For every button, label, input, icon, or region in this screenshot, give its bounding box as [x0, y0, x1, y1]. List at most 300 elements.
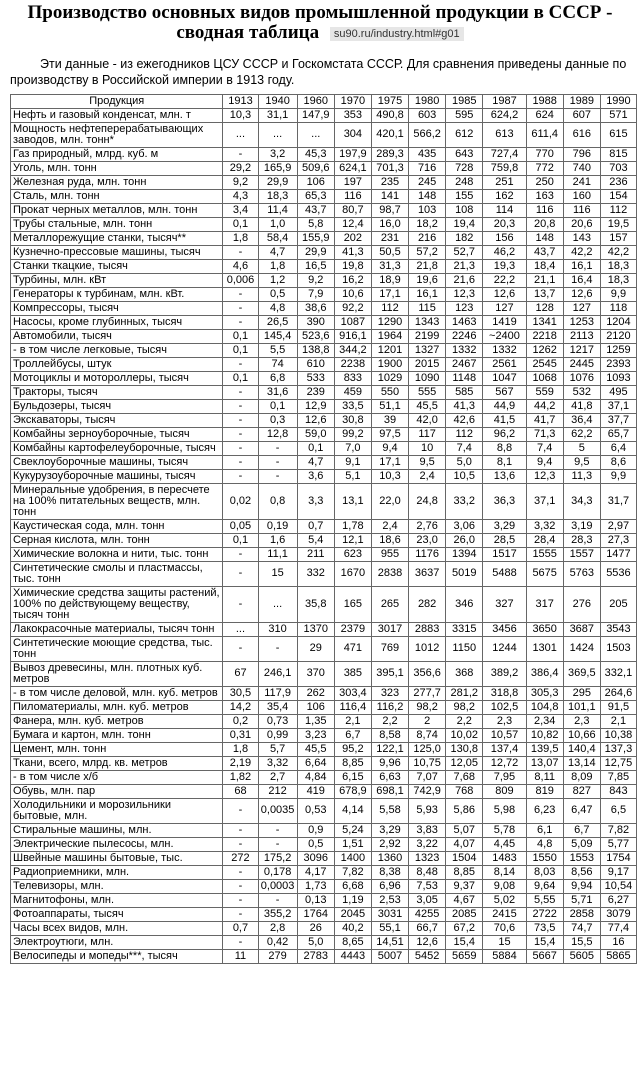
value-cell: 2545	[526, 357, 563, 371]
table-row	[11, 189, 637, 203]
value-cell: 370	[297, 661, 334, 686]
value-cell: 13,07	[526, 756, 563, 770]
value-cell: 9,1	[334, 455, 371, 469]
column-header-year: 1988	[526, 94, 563, 108]
value-cell: 118	[600, 301, 636, 315]
value-cell: 759,8	[483, 161, 526, 175]
value-cell: 1517	[483, 547, 526, 561]
value-cell: 12,6	[563, 287, 600, 301]
value-cell: 2858	[563, 907, 600, 921]
value-cell: 155	[446, 189, 483, 203]
value-cell: 9,4	[371, 441, 408, 455]
value-cell: 2015	[409, 357, 446, 371]
value-cell: 9,9	[600, 469, 636, 483]
value-cell: 1670	[334, 561, 371, 586]
value-cell: -	[258, 823, 297, 837]
value-cell: 41,8	[563, 399, 600, 413]
value-cell: -	[223, 547, 258, 561]
value-cell: 127	[483, 301, 526, 315]
value-cell: 102,5	[483, 700, 526, 714]
value-cell: 73,5	[526, 921, 563, 935]
value-cell: 106	[297, 700, 334, 714]
value-cell: 344,2	[334, 343, 371, 357]
product-name-cell: Трубы стальные, млн. тонн	[11, 217, 223, 231]
value-cell: 3,2	[258, 147, 297, 161]
value-cell: 26	[297, 921, 334, 935]
value-cell: 1093	[600, 371, 636, 385]
value-cell: 0,1	[297, 441, 334, 455]
value-cell: 1483	[483, 851, 526, 865]
product-name-cell: Телевизоры, млн.	[11, 879, 223, 893]
table-row	[11, 357, 637, 371]
value-cell: 175,2	[258, 851, 297, 865]
value-cell: 165	[334, 586, 371, 622]
value-cell: 1,73	[297, 879, 334, 893]
value-cell: 6,1	[526, 823, 563, 837]
value-cell: 768	[446, 784, 483, 798]
value-cell: 137,3	[600, 742, 636, 756]
value-cell: 2,53	[371, 893, 408, 907]
value-cell: 21,8	[409, 259, 446, 273]
table-row	[11, 413, 637, 427]
value-cell: 22,2	[483, 273, 526, 287]
page-title	[4, 3, 636, 44]
value-cell: 276	[563, 586, 600, 622]
value-cell: 6,68	[334, 879, 371, 893]
value-cell: 112	[446, 427, 483, 441]
value-cell: 143	[563, 231, 600, 245]
value-cell: 116	[334, 189, 371, 203]
value-cell: 796	[563, 147, 600, 161]
value-cell: 31,1	[258, 108, 297, 122]
value-cell: 40,2	[334, 921, 371, 935]
value-cell: 7,82	[600, 823, 636, 837]
value-cell: 770	[526, 147, 563, 161]
table-header-row	[11, 94, 637, 108]
value-cell: 2,3	[483, 714, 526, 728]
value-cell: 98,2	[409, 700, 446, 714]
value-cell: 2722	[526, 907, 563, 921]
column-header-product: Продукция	[11, 94, 223, 108]
product-name-cell: Мотоциклы и мотороллеры, тысяч	[11, 371, 223, 385]
value-cell: 5,86	[446, 798, 483, 823]
value-cell: 7,85	[600, 770, 636, 784]
value-cell: -	[223, 586, 258, 622]
value-cell: 1419	[483, 315, 526, 329]
value-cell: 148	[526, 231, 563, 245]
value-cell: -	[223, 636, 258, 661]
product-name-cell: Химические волокна и нити, тыс. тонн	[11, 547, 223, 561]
product-name-cell: Автомобили, тысяч	[11, 329, 223, 343]
value-cell: 6,7	[563, 823, 600, 837]
value-cell: 29,9	[297, 245, 334, 259]
watermark-url: su90.ru/industry.html#g01	[330, 27, 464, 41]
product-name-cell: Кузнечно-прессовые машины, тысяч	[11, 245, 223, 259]
value-cell: 5,5	[258, 343, 297, 357]
product-name-cell: Пиломатериалы, млн. куб. метров	[11, 700, 223, 714]
table-row	[11, 586, 637, 622]
table-row	[11, 823, 637, 837]
value-cell: 15	[258, 561, 297, 586]
value-cell: 19,4	[446, 217, 483, 231]
value-cell: 7,9	[297, 287, 334, 301]
value-cell: 703	[600, 161, 636, 175]
value-cell: 5,58	[371, 798, 408, 823]
value-cell: ...	[258, 122, 297, 147]
product-name-cell: Синтетические смолы и пластмассы, тыс. тонн	[11, 561, 223, 586]
value-cell: 101,1	[563, 700, 600, 714]
value-cell: 5659	[446, 949, 483, 963]
table-row	[11, 851, 637, 865]
value-cell: 1394	[446, 547, 483, 561]
product-name-cell: Экскаваторы, тысяч	[11, 413, 223, 427]
value-cell: 128	[526, 301, 563, 315]
product-name-cell: Троллейбусы, штук	[11, 357, 223, 371]
value-cell: 1301	[526, 636, 563, 661]
value-cell: 7,4	[446, 441, 483, 455]
value-cell: 9,2	[297, 273, 334, 287]
value-cell: 264,6	[600, 686, 636, 700]
value-cell: 212	[258, 784, 297, 798]
value-cell: 127	[563, 301, 600, 315]
value-cell: 74,7	[563, 921, 600, 935]
value-cell: 9,5	[563, 455, 600, 469]
table-row	[11, 301, 637, 315]
value-cell: 2238	[334, 357, 371, 371]
value-cell: 310	[258, 622, 297, 636]
value-cell: 41,7	[526, 413, 563, 427]
value-cell: 4,8	[258, 301, 297, 315]
value-cell: -	[223, 469, 258, 483]
value-cell: 41,3	[334, 245, 371, 259]
table-row	[11, 742, 637, 756]
value-cell: 11,4	[258, 203, 297, 217]
value-cell: 108	[446, 203, 483, 217]
value-cell: 701,3	[371, 161, 408, 175]
value-cell: 67	[223, 661, 258, 686]
table-row	[11, 175, 637, 189]
value-cell: 205	[600, 586, 636, 622]
table-row	[11, 784, 637, 798]
value-cell: 71,3	[526, 427, 563, 441]
value-cell: 1150	[446, 636, 483, 661]
value-cell: 27,3	[600, 533, 636, 547]
value-cell: 12,6	[409, 935, 446, 949]
value-cell: 1,2	[258, 273, 297, 287]
value-cell: -	[223, 865, 258, 879]
value-cell: 317	[526, 586, 563, 622]
value-cell: 16,5	[297, 259, 334, 273]
value-cell: 1424	[563, 636, 600, 661]
value-cell: 20,3	[483, 217, 526, 231]
value-cell: 80,7	[334, 203, 371, 217]
value-cell: -	[223, 907, 258, 921]
value-cell: 2,1	[600, 714, 636, 728]
product-name-cell: Обувь, млн. пар	[11, 784, 223, 798]
product-name-cell: Прокат черных металлов, млн. тонн	[11, 203, 223, 217]
table-row	[11, 686, 637, 700]
value-cell: 2445	[563, 357, 600, 371]
value-cell: 616	[563, 122, 600, 147]
value-cell: 7,95	[483, 770, 526, 784]
value-cell: 130,8	[446, 742, 483, 756]
value-cell: 6,64	[297, 756, 334, 770]
value-cell: 289,3	[371, 147, 408, 161]
table-row	[11, 519, 637, 533]
value-cell: 305,3	[526, 686, 563, 700]
value-cell: 5,24	[334, 823, 371, 837]
value-cell: 369,5	[563, 661, 600, 686]
value-cell: 116	[526, 203, 563, 217]
value-cell: 1090	[409, 371, 446, 385]
value-cell: 38,6	[297, 301, 334, 315]
value-cell: -	[223, 823, 258, 837]
value-cell: 44,9	[483, 399, 526, 413]
table-row	[11, 561, 637, 586]
value-cell: 0,5	[297, 837, 334, 851]
value-cell: 8,6	[600, 455, 636, 469]
value-cell: 623	[334, 547, 371, 561]
value-cell: 4,67	[446, 893, 483, 907]
table-row	[11, 483, 637, 519]
value-cell: 0,9	[297, 823, 334, 837]
value-cell: 262	[297, 686, 334, 700]
table-row	[11, 147, 637, 161]
value-cell: 97,5	[371, 427, 408, 441]
value-cell: 251	[483, 175, 526, 189]
value-cell: 12,3	[526, 469, 563, 483]
value-cell: 1,8	[258, 259, 297, 273]
value-cell: 1204	[600, 315, 636, 329]
value-cell: 2,97	[600, 519, 636, 533]
value-cell: 122,1	[371, 742, 408, 756]
value-cell: 202	[334, 231, 371, 245]
value-cell: 16,4	[563, 273, 600, 287]
value-cell: 4,17	[297, 865, 334, 879]
value-cell: 282	[409, 586, 446, 622]
table-row	[11, 399, 637, 413]
value-cell: 14,2	[223, 700, 258, 714]
value-cell: 2,92	[371, 837, 408, 851]
value-cell: 5,07	[446, 823, 483, 837]
value-cell: 509,6	[297, 161, 334, 175]
value-cell: 607	[563, 108, 600, 122]
value-cell: 141	[371, 189, 408, 203]
value-cell: 3,23	[297, 728, 334, 742]
value-cell: 8,85	[334, 756, 371, 770]
value-cell: 368	[446, 661, 483, 686]
value-cell: 20,8	[526, 217, 563, 231]
column-header-year: 1987	[483, 94, 526, 108]
value-cell: 5884	[483, 949, 526, 963]
value-cell: 612	[446, 122, 483, 147]
value-cell: 3650	[526, 622, 563, 636]
value-cell: 3637	[409, 561, 446, 586]
value-cell: 31,3	[371, 259, 408, 273]
value-cell: 70,6	[483, 921, 526, 935]
product-name-cell: Холодильники и морозильники бытовые, млн.	[11, 798, 223, 823]
value-cell: 29,9	[258, 175, 297, 189]
value-cell: 10,57	[483, 728, 526, 742]
value-cell: 11,1	[258, 547, 297, 561]
value-cell: 3,06	[446, 519, 483, 533]
value-cell: 216	[409, 231, 446, 245]
value-cell: 1463	[446, 315, 483, 329]
value-cell: 7,4	[526, 441, 563, 455]
value-cell: 2	[409, 714, 446, 728]
table-body	[11, 108, 637, 963]
value-cell: 246,1	[258, 661, 297, 686]
value-cell: 8,85	[446, 865, 483, 879]
value-cell: 117	[409, 427, 446, 441]
value-cell: 66,7	[409, 921, 446, 935]
value-cell: 3,29	[371, 823, 408, 837]
value-cell: 2415	[483, 907, 526, 921]
value-cell: -	[223, 147, 258, 161]
value-cell: 5019	[446, 561, 483, 586]
value-cell: ...	[297, 122, 334, 147]
value-cell: 5,77	[600, 837, 636, 851]
value-cell: 566,2	[409, 122, 446, 147]
value-cell: -	[223, 357, 258, 371]
value-cell: 1,8	[223, 231, 258, 245]
value-cell: 31,6	[258, 385, 297, 399]
value-cell: 327	[483, 586, 526, 622]
value-cell: 2085	[446, 907, 483, 921]
value-cell: 318,8	[483, 686, 526, 700]
value-cell: 10,82	[526, 728, 563, 742]
column-header-year: 1913	[223, 94, 258, 108]
value-cell: 116	[563, 203, 600, 217]
value-cell: 0,178	[258, 865, 297, 879]
value-cell: 16,2	[334, 273, 371, 287]
value-cell: 13,6	[483, 469, 526, 483]
value-cell: 12,05	[446, 756, 483, 770]
value-cell: 624,2	[483, 108, 526, 122]
value-cell: 19,8	[334, 259, 371, 273]
value-cell: 7,0	[334, 441, 371, 455]
value-cell: 55,1	[371, 921, 408, 935]
value-cell: 16	[600, 935, 636, 949]
value-cell: 2883	[409, 622, 446, 636]
product-name-cell: Мощность нефтеперерабатывающих заводов, млн. тонн*	[11, 122, 223, 147]
value-cell: 281,2	[446, 686, 483, 700]
value-cell: 5,8	[297, 217, 334, 231]
value-cell: 0,3	[258, 413, 297, 427]
value-cell: 6,63	[371, 770, 408, 784]
value-cell: 2246	[446, 329, 483, 343]
value-cell: 1557	[563, 547, 600, 561]
table-row	[11, 714, 637, 728]
value-cell: 0,7	[223, 921, 258, 935]
value-cell: 0,0035	[258, 798, 297, 823]
product-name-cell: Стиральные машины, млн.	[11, 823, 223, 837]
value-cell: 5488	[483, 561, 526, 586]
value-cell: 3,6	[297, 469, 334, 483]
value-cell: 45,3	[297, 147, 334, 161]
value-cell: 8,09	[563, 770, 600, 784]
value-cell: 51,1	[371, 399, 408, 413]
value-cell: 8,03	[526, 865, 563, 879]
value-cell: 8,58	[371, 728, 408, 742]
value-cell: 13,14	[563, 756, 600, 770]
value-cell: 1,78	[334, 519, 371, 533]
value-cell: 96,2	[483, 427, 526, 441]
column-header-year: 1940	[258, 94, 297, 108]
value-cell: 1477	[600, 547, 636, 561]
value-cell: -	[223, 935, 258, 949]
value-cell: 490,8	[371, 108, 408, 122]
table-row	[11, 231, 637, 245]
value-cell: 22,0	[371, 483, 408, 519]
value-cell: 3,32	[526, 519, 563, 533]
value-cell: 955	[371, 547, 408, 561]
value-cell: 65,7	[600, 427, 636, 441]
value-cell: 19,5	[600, 217, 636, 231]
value-cell: 1,51	[334, 837, 371, 851]
product-name-cell: Уголь, млн. тонн	[11, 161, 223, 175]
value-cell: 103	[409, 203, 446, 217]
value-cell: 603	[409, 108, 446, 122]
value-cell: 3456	[483, 622, 526, 636]
value-cell: 67,2	[446, 921, 483, 935]
value-cell: 459	[334, 385, 371, 399]
product-name-cell: Газ природный, млрд. куб. м	[11, 147, 223, 161]
value-cell: 106	[297, 175, 334, 189]
table-row	[11, 533, 637, 547]
value-cell: 0,31	[223, 728, 258, 742]
value-cell: 1,6	[258, 533, 297, 547]
value-cell: 3,05	[409, 893, 446, 907]
table-row	[11, 385, 637, 399]
value-cell: 1323	[409, 851, 446, 865]
product-name-cell: - в том числе деловой, млн. куб. метров	[11, 686, 223, 700]
value-cell: -	[223, 798, 258, 823]
value-cell: 332,1	[600, 661, 636, 686]
value-cell: 1,82	[223, 770, 258, 784]
value-cell: -	[258, 893, 297, 907]
value-cell: 2,1	[334, 714, 371, 728]
value-cell: 12,1	[334, 533, 371, 547]
value-cell: 0,7	[297, 519, 334, 533]
value-cell: 772	[526, 161, 563, 175]
product-name-cell: Генераторы к турбинам, млн. кВт.	[11, 287, 223, 301]
value-cell: 265	[371, 586, 408, 622]
value-cell: 92,2	[334, 301, 371, 315]
value-cell: 1259	[600, 343, 636, 357]
value-cell: 5763	[563, 561, 600, 586]
product-name-cell: Металлорежущие станки, тысяч**	[11, 231, 223, 245]
value-cell: 1068	[526, 371, 563, 385]
value-cell: 148	[409, 189, 446, 203]
value-cell: 5,78	[483, 823, 526, 837]
value-cell: 2199	[409, 329, 446, 343]
value-cell: 36,4	[563, 413, 600, 427]
value-cell: 2,34	[526, 714, 563, 728]
value-cell: 6,15	[334, 770, 371, 784]
value-cell: 42,2	[563, 245, 600, 259]
value-cell: 3079	[600, 907, 636, 921]
value-cell: 611,4	[526, 122, 563, 147]
value-cell: 1504	[446, 851, 483, 865]
value-cell: 8,38	[371, 865, 408, 879]
value-cell: 9,17	[600, 865, 636, 879]
value-cell: 3031	[371, 907, 408, 921]
value-cell: 98,7	[371, 203, 408, 217]
value-cell: 5,55	[526, 893, 563, 907]
value-cell: 45,5	[409, 399, 446, 413]
value-cell: 8,48	[409, 865, 446, 879]
